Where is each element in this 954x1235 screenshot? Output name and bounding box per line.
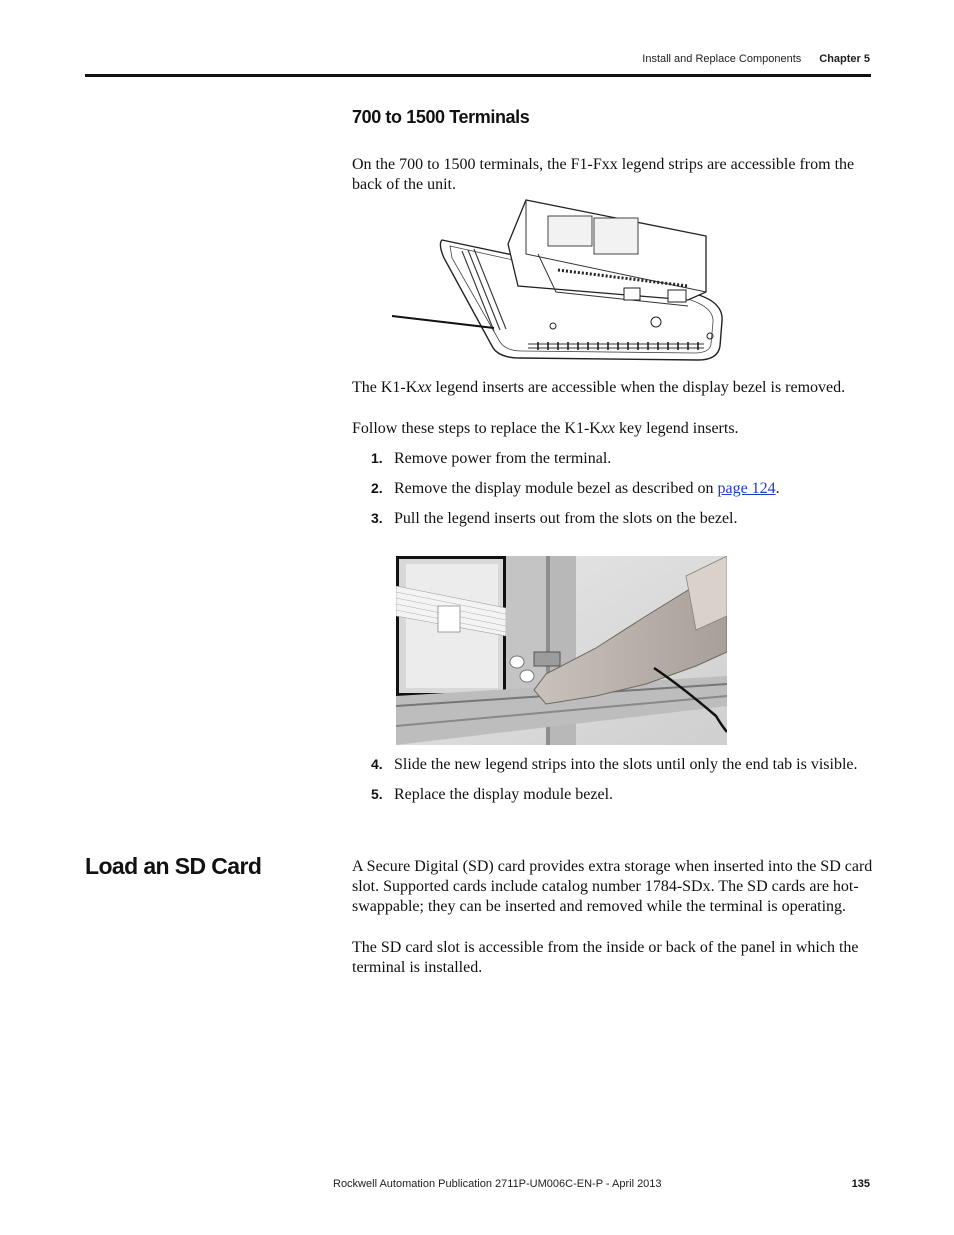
k-legend-paragraph: The K1-Kxx legend inserts are accessible when the display bezel is removed. [352, 379, 846, 396]
header-section: Install and Replace Components [642, 53, 802, 65]
step-4: 4. Slide the new legend strips into the slots until only the end tab is visible. [371, 756, 858, 773]
header-chapter: Chapter 5 [819, 53, 870, 65]
terminal-back-illustration [388, 196, 728, 366]
sd-card-paragraph-1: A Secure Digital (SD) card provides extra storage when inserted into the SD card slot. Supported cards include catalog number 1784-SDx. The SD cards are hot-swappable; they can be inserted and removed while the terminal is operating. [352, 858, 873, 915]
page-number: 135 [851, 1178, 870, 1190]
intro-paragraph: On the 700 to 1500 terminals, the F1-Fxx legend strips are accessible from the back of the unit. [352, 156, 855, 193]
header-rule [85, 74, 871, 77]
page-124-link[interactable]: page 124 [717, 480, 776, 497]
section-heading-terminals: 700 to 1500 Terminals [352, 107, 530, 127]
bezel-legend-photo [396, 556, 727, 745]
footer-publication: Rockwell Automation Publication 2711P-UM006C-EN-P - April 2013 [333, 1178, 662, 1190]
step-1: 1. Remove power from the terminal. [371, 450, 612, 467]
follow-steps-paragraph: Follow these steps to replace the K1-Kxx key legend inserts. [352, 420, 739, 437]
sd-card-paragraph-2: The SD card slot is accessible from the inside or back of the panel in which the terminal is installed. [352, 939, 859, 976]
section-heading-sd-card: Load an SD Card [85, 853, 262, 879]
step-5: 5. Replace the display module bezel. [371, 786, 614, 803]
step-2: 2. Remove the display module bezel as described on page 124. [371, 480, 780, 497]
running-header [642, 53, 870, 65]
step-3: 3. Pull the legend inserts out from the slots on the bezel. [371, 510, 738, 527]
